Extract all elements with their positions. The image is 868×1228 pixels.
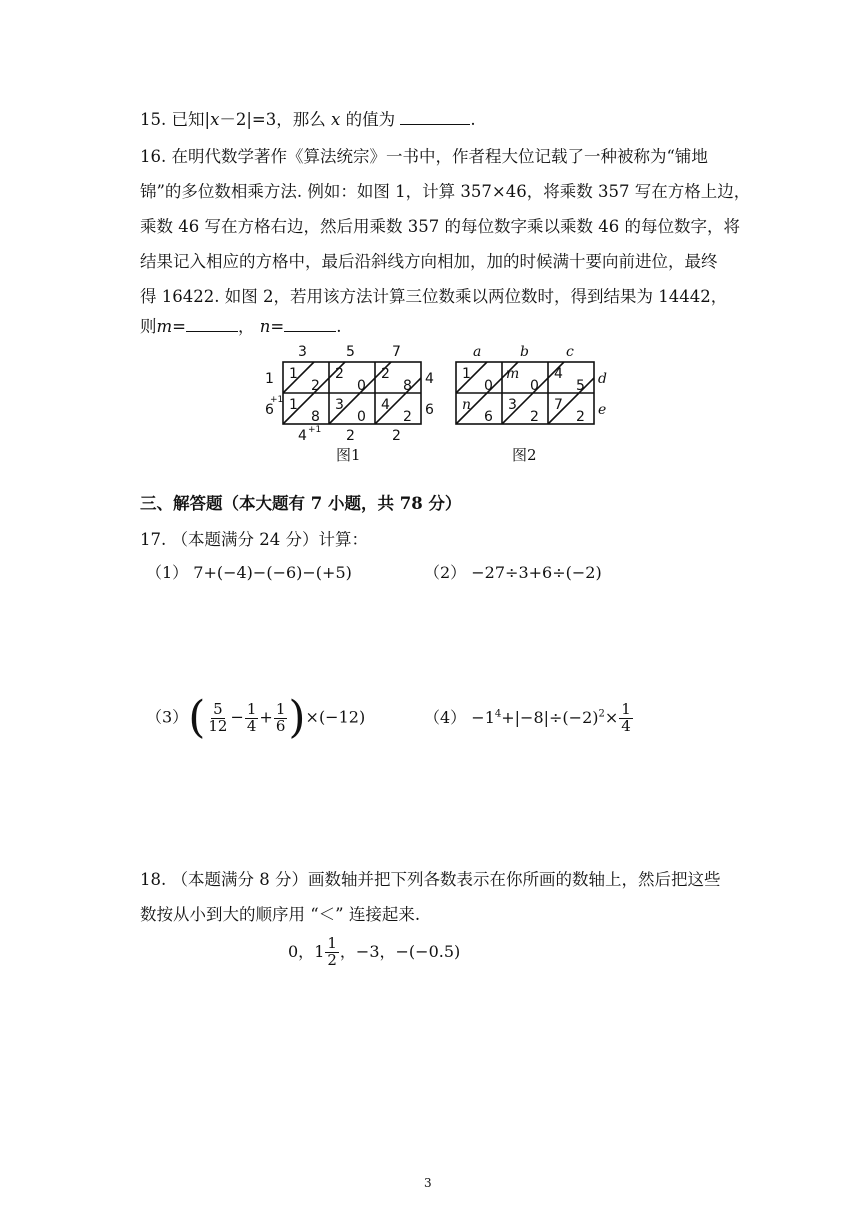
fig1-left-carry: +1	[270, 395, 284, 405]
fig2-cell-ones: 0	[484, 378, 493, 394]
fig2-cell-ones: 2	[530, 409, 539, 425]
fraction: $\frac{1}{4}$	[621, 700, 631, 735]
question-16-line-5: 得 16422. 如图 2，若用该方法计算三位数乘以两位数时，得到结果为 14442，	[140, 287, 728, 306]
fig1-top-digit: 7	[392, 344, 401, 360]
fraction: $\frac{5}{12}$	[208, 699, 228, 735]
answer-blank-n[interactable]	[284, 315, 336, 333]
fig1-cell-ones: 0	[357, 409, 366, 425]
fig1-bottom-digit: 2	[392, 428, 401, 444]
fraction: $\frac{1}{2}$	[327, 934, 337, 969]
fig1-left-digit: 1	[265, 371, 274, 387]
fig2-top-letter: a	[473, 344, 482, 360]
fig1-cell-tens: 2	[335, 366, 344, 382]
q17-part-4: $(4) -1^4+|-8|\div(-2)^2\times$ $\frac{1}{4}$	[424, 700, 631, 735]
fig1-cell-ones: 0	[357, 378, 366, 394]
q18-numbers: 0，1 $\frac{1}{2}$ ，−3，−(−0.5)	[288, 934, 461, 969]
figure-2-grid	[440, 340, 620, 450]
fig2-cell-tens: 3	[508, 397, 517, 413]
fig2-top-letter: b	[520, 344, 529, 360]
fig1-bottom-digit: 2	[346, 428, 355, 444]
fig1-cell-ones: 2	[311, 378, 320, 394]
fig1-cell-tens: 1	[289, 366, 298, 382]
question-15: 15. 已知|x－2|=3，那么 x 的值为 .	[140, 106, 476, 130]
page-number: 3	[424, 1176, 432, 1190]
question-17-header: 17. （本题满分 24 分）计算：	[140, 530, 368, 549]
fig1-cell-tens: 3	[335, 397, 344, 413]
q17-part-1: （1） 7+(−4)−(−6)−(+5)	[146, 563, 352, 582]
question-16-line-2: 锦”的多位数相乘方法. 例如：如图 1，计算 357×46，将乘数 357 写在方格上边，	[140, 182, 751, 201]
fraction: $\frac{1}{6}$	[275, 699, 286, 735]
q17-part-2: （2） −27÷3+6÷(−2)	[424, 563, 602, 582]
fig2-cell-ones: 6	[484, 409, 493, 425]
fig2-right-letter: e	[598, 402, 607, 418]
fig2-cell-ones: 5	[576, 378, 585, 394]
fig1-cell-tens: 2	[381, 366, 390, 382]
fig1-top-digit: 3	[298, 344, 307, 360]
fig1-left-digit: 6	[265, 402, 274, 418]
question-16-line-3: 乘数 46 写在方格右边，然后用乘数 357 的每位数字乘以乘数 46 的每位数字，将	[140, 217, 740, 236]
fig1-top-digit: 5	[346, 344, 355, 360]
fig2-cell-tens: 7	[554, 397, 563, 413]
question-16-line-6: 则m= ， n= .	[140, 313, 341, 337]
fraction: $\frac{1}{4}$	[246, 699, 257, 735]
fig2-cell-tens: 1	[462, 366, 471, 382]
fig2-top-letter: c	[566, 344, 574, 360]
figure-2	[440, 340, 620, 450]
fig2-cell-ones: 2	[576, 409, 585, 425]
fig1-cell-tens: 4	[381, 397, 390, 413]
fig1-cell-tens: 1	[289, 397, 298, 413]
fig1-cell-ones: 2	[403, 409, 412, 425]
question-18-line-1: 18. （本题满分 8 分）画数轴并把下列各数表示在你所画的数轴上，然后把这些	[140, 870, 721, 889]
figure-1-caption: 图1	[336, 446, 361, 464]
section-3-title: 三、解答题（本大题有 7 小题，共 78 分）	[140, 494, 462, 513]
q17-part-3: （3）( $\frac{5}{12}$ − $\frac{1}{4}$ + $\frac{1}{6}$ )×(−12)	[146, 692, 366, 743]
figure-1	[258, 340, 438, 450]
fig2-cell-ones: 0	[530, 378, 539, 394]
fig1-right-digit: 4	[425, 371, 434, 387]
fig1-right-digit: 6	[425, 402, 434, 418]
fig1-cell-ones: 8	[403, 378, 412, 394]
fig1-cell-ones: 8	[311, 409, 320, 425]
figure-1-grid	[258, 340, 438, 450]
answer-blank-m[interactable]	[186, 315, 238, 333]
fig1-bottom-carry: +1	[308, 425, 322, 435]
figure-2-caption: 图2	[512, 446, 537, 464]
fig2-cell-tens: n	[462, 397, 472, 413]
fig2-cell-tens: 4	[554, 366, 563, 382]
question-16-line-4: 结果记入相应的方格中，最后沿斜线方向相加，加的时候满十要向前进位，最终	[140, 252, 718, 271]
answer-blank-q15[interactable]	[400, 108, 470, 126]
question-18-line-2: 数按从小到大的顺序用 “＜” 连接起来.	[140, 905, 421, 924]
fig2-right-letter: d	[598, 371, 607, 387]
fig2-cell-tens: m	[506, 366, 520, 382]
question-16-line-1: 16. 在明代数学著作《算法统宗》一书中，作者程大位记载了一种被称为“铺地	[140, 147, 708, 166]
fig1-bottom-digit: 4	[298, 428, 307, 444]
